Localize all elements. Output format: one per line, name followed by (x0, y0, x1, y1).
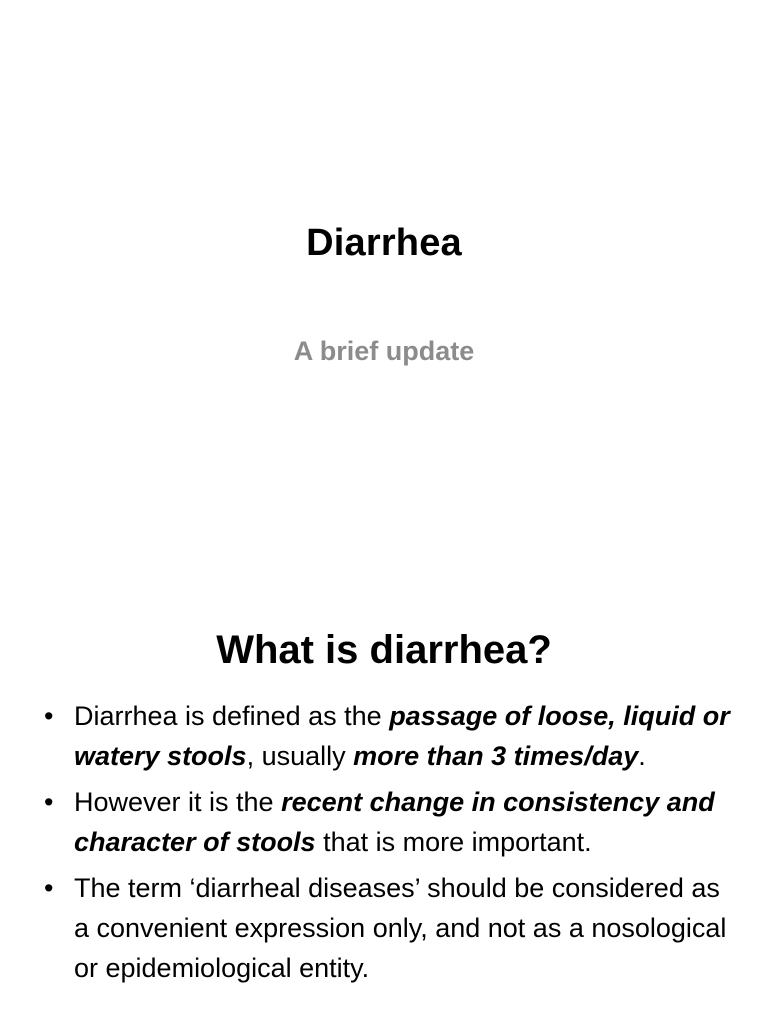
bullet-text-segment: Diarrhea is defined as the (74, 701, 390, 731)
slide-subtitle: A brief update (293, 336, 475, 366)
bullet-emphasis-text: recent change in consistency and character of stools (74, 787, 715, 857)
bullet-item (44, 782, 734, 862)
bullet-item (44, 696, 734, 776)
content-slide (0, 576, 768, 1024)
bullet-text-segment: , usually (246, 741, 354, 771)
slide-title: Diarrhea (306, 222, 462, 264)
bullet-emphasis-text: passage of loose, liquid or watery stools (74, 701, 730, 771)
bullet-text-segment: However it is the (74, 787, 282, 817)
bullet-emphasis-text: more than 3 times/day (353, 741, 639, 771)
slide-heading: What is diarrhea? (216, 628, 552, 672)
bullet-text-segment: that is more important. (315, 827, 592, 857)
bullet-marker: • (44, 701, 54, 731)
bullet-marker: • (44, 787, 54, 817)
bullet-marker: • (44, 873, 54, 903)
bullet-text-segment: . (638, 741, 646, 771)
bullet-list (44, 696, 734, 994)
bullet-text-segment: The term ‘diarrheal diseases’ should be considered as a convenient expression only, and not as a nosological or epidemiological entity. (74, 873, 727, 983)
bullet-item (44, 868, 734, 988)
